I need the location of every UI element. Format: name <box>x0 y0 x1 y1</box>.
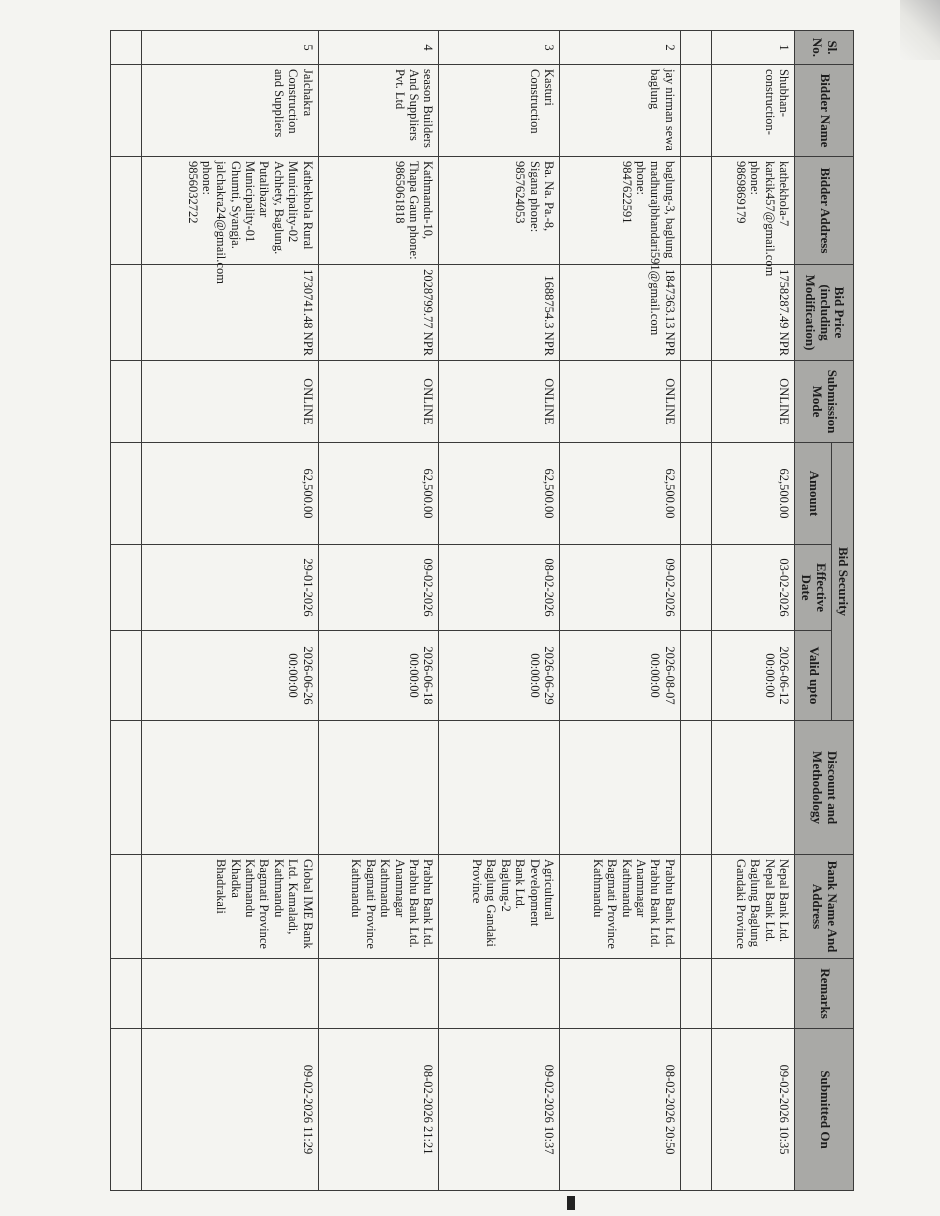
cell-sl: 5 <box>142 31 319 65</box>
cell-sl: 3 <box>439 31 560 65</box>
header-submitted-on: Submitted On <box>795 1029 854 1191</box>
cell-bidder-name: season Builders And Suppliers Pvt. Ltd <box>318 65 439 157</box>
cell-remarks <box>439 959 560 1029</box>
blank-row <box>680 31 711 1191</box>
table-row <box>318 31 439 1191</box>
cell-bidder-name: jay nirman sewa baglung <box>560 65 681 157</box>
cell-bid-price: 1847363.13 NPR <box>560 265 681 361</box>
cell-bank: Nepal Bank Ltd. Nepal Bank Ltd. Baglung Baglung Gandaki Province <box>711 855 794 959</box>
bid-table <box>110 30 854 1191</box>
rotated-page <box>110 30 854 1190</box>
cell-valid-upto: 2026-06-29 00:00:00 <box>439 631 560 721</box>
cell-bidder-address: baglung-3, baglung madhurajbhandari591@gmail.com phone: 9847622591 <box>560 157 681 265</box>
cell-amount: 62,500.00 <box>711 443 794 545</box>
cell-bid-price: 1688754.3 NPR <box>439 265 560 361</box>
cell-bank: Global IME Bank Ltd. Kamaladi, Kathmandu Bagmati Province Kathmandu Khadka Bhadrakali <box>142 855 319 959</box>
cell-submission-mode: ONLINE <box>560 361 681 443</box>
header-row-top <box>832 31 854 1191</box>
header-bid-security: Bid Security <box>832 443 854 721</box>
cell-bank: Agricultural Development Bank Ltd. Baglung-2 Baglung Gandaki Province <box>439 855 560 959</box>
cell-submitted-on: 09-02-2026 10:35 <box>711 1029 794 1191</box>
blank-row <box>111 31 142 1191</box>
header-bidder-address: Bidder Address <box>795 157 854 265</box>
cell-submission-mode: ONLINE <box>711 361 794 443</box>
table-row <box>560 31 681 1191</box>
cell-valid-upto: 2026-06-26 00:00:00 <box>142 631 319 721</box>
cell-bidder-address: Kathmandu-10, Thapa Gaun phone: 9865061818 <box>318 157 439 265</box>
header-bidder-name: Bidder Name <box>795 65 854 157</box>
cell-effective-date: 09-02-2026 <box>560 545 681 631</box>
table-row <box>142 31 319 1191</box>
cell-sl: 2 <box>560 31 681 65</box>
cell-bidder-address: Ba. Na. Pa.-8, Sigana phone: 9857624053 <box>439 157 560 265</box>
cell-remarks <box>318 959 439 1029</box>
header-submission-mode: Submission Mode <box>795 361 854 443</box>
header-valid-upto: Valid upto <box>795 631 832 721</box>
scan-shadow <box>900 0 940 60</box>
cell-submission-mode: ONLINE <box>439 361 560 443</box>
header-bank: Bank Name And Address <box>795 855 854 959</box>
cell-amount: 62,500.00 <box>560 443 681 545</box>
cell-submission-mode: ONLINE <box>318 361 439 443</box>
cell-effective-date: 09-02-2026 <box>318 545 439 631</box>
cell-submitted-on: 08-02-2026 21:21 <box>318 1029 439 1191</box>
cell-bidder-name: Kasturi Construction <box>439 65 560 157</box>
cell-bank: Prabhu Bank Ltd. Prabhu Bank Ltd. Anamnagar Kathmandu Bagmati Province Kathmandu <box>318 855 439 959</box>
cell-discount <box>318 721 439 855</box>
cell-valid-upto: 2026-08-07 00:00:00 <box>560 631 681 721</box>
cell-valid-upto: 2026-06-18 00:00:00 <box>318 631 439 721</box>
header-effective-date: Effective Date <box>795 545 832 631</box>
cell-remarks <box>142 959 319 1029</box>
cell-bid-price: 1730741.48 NPR <box>142 265 319 361</box>
cell-effective-date: 03-02-2026 <box>711 545 794 631</box>
cell-discount <box>711 721 794 855</box>
cell-amount: 62,500.00 <box>439 443 560 545</box>
cell-submitted-on: 09-02-2026 10:37 <box>439 1029 560 1191</box>
cell-bid-price: 2028799.77 NPR <box>318 265 439 361</box>
cell-sl: 4 <box>318 31 439 65</box>
cell-bidder-name: Shubhan-construction- <box>711 65 794 157</box>
cell-effective-date: 29-01-2026 <box>142 545 319 631</box>
table-row <box>711 31 794 1191</box>
cell-sl: 1 <box>711 31 794 65</box>
cell-effective-date: 08-02-2026 <box>439 545 560 631</box>
cell-discount <box>439 721 560 855</box>
cell-submitted-on: 08-02-2026 20:50 <box>560 1029 681 1191</box>
cell-remarks <box>711 959 794 1029</box>
cell-submission-mode: ONLINE <box>142 361 319 443</box>
header-sl-no: Sl. No. <box>795 31 854 65</box>
cell-remarks <box>560 959 681 1029</box>
cell-amount: 62,500.00 <box>318 443 439 545</box>
cell-discount <box>560 721 681 855</box>
cell-bidder-address: Kathekhola Rural Municipality-02 Achhety, Baglung. Putalibazar Municipality-01 Ghumti, Syangja. jalchakra24@gmail.com phone: 9856032722 <box>142 157 319 265</box>
cell-submitted-on: 09-02-2026 11:29 <box>142 1029 319 1191</box>
cell-bid-price: 1758287.49 NPR <box>711 265 794 361</box>
header-bid-price: Bid Price (including Modification) <box>795 265 854 361</box>
cell-discount <box>142 721 319 855</box>
cell-bidder-address: kathekhola-7 karkik457@gmail.com phone: 9869869179 <box>711 157 794 265</box>
page-mark <box>567 1196 575 1210</box>
header-remarks: Remarks <box>795 959 854 1029</box>
cell-amount: 62,500.00 <box>142 443 319 545</box>
cell-bidder-name: Jalchakra Construction and Suppliers <box>142 65 319 157</box>
cell-bank: Prabhu Bank Ltd. Prabhu Bank Ltd. Anamnagar Kathmandu Bagmati Province Kathmandu <box>560 855 681 959</box>
header-amount: Amount <box>795 443 832 545</box>
cell-valid-upto: 2026-06-12 00:00:00 <box>711 631 794 721</box>
table-row <box>439 31 560 1191</box>
header-discount: Discount and Methodology <box>795 721 854 855</box>
